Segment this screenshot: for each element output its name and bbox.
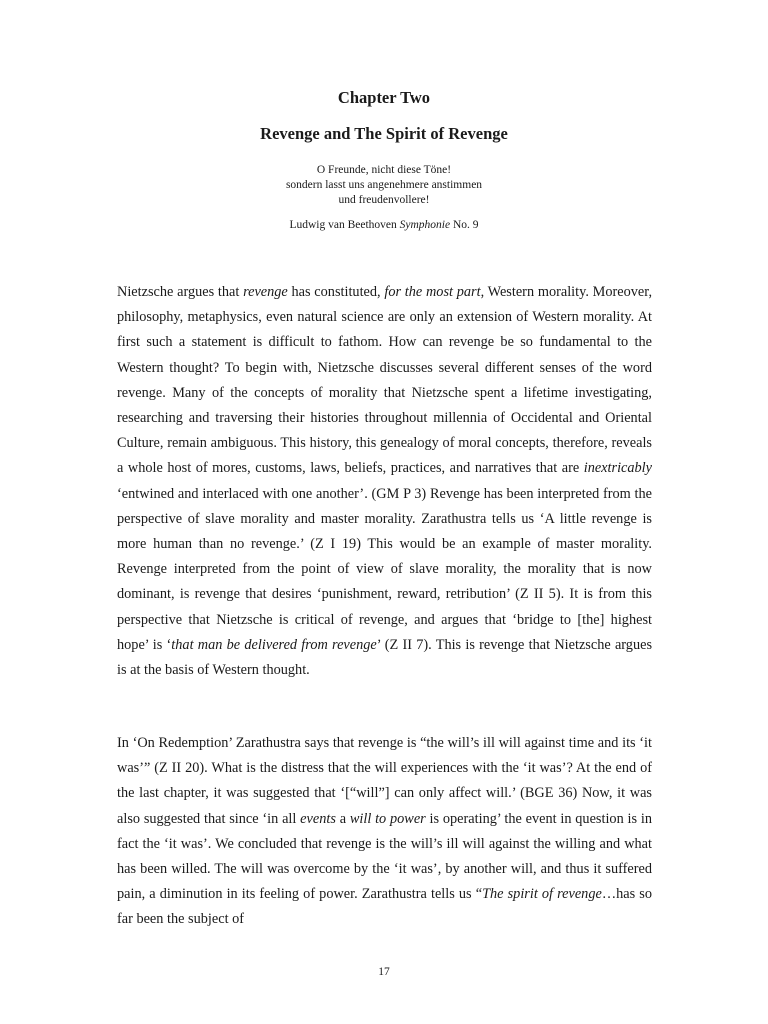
italic-run: for the most part bbox=[384, 284, 481, 300]
text-run: Nietzsche argues that bbox=[117, 284, 244, 300]
attribution-number: No. 9 bbox=[450, 219, 479, 231]
epigraph-attribution bbox=[0, 219, 768, 231]
italic-run: revenge bbox=[243, 284, 288, 300]
italic-run: The spirit of revenge bbox=[482, 886, 602, 903]
epigraph-line: sondern lasst uns angenehmere anstimmen bbox=[285, 179, 483, 191]
text-run: In ‘On Redemption’ Zarathustra says that revenge is “the will’s ill will against time and its ‘it was’” (Z II 20). What is the distress that the will experiences with the ‘it was’? At the end of the last chapter, it was suggested that ‘[“will”] can only affect will.’ (BGE 36) Now, it was also suggested that since ‘in all bbox=[117, 735, 652, 827]
italic-run: events bbox=[300, 810, 336, 827]
text-run: ‘entwined and interlaced with one another’. (GM P 3) Revenge has been interpreted from the perspective of slave morality and master morality. Zarathustra tells us ‘A little revenge is more human than no revenge.’ (Z I 19) This would be an example of master morality. Revenge interpreted from the point of view of slave morality, the morality that is now dominant, is revenge that desires ‘punishment, reward, retribution’ (Z II 5). It is from this perspective that Nietzsche is critical of revenge, and argues that ‘bridge to [the] highest hope’ is ‘ bbox=[117, 485, 652, 653]
text-run: …has so far been the subject of bbox=[117, 886, 652, 928]
text-run: has constituted, bbox=[287, 284, 385, 300]
body-paragraph-1 bbox=[117, 280, 652, 683]
chapter-number: Chapter Two bbox=[337, 88, 431, 107]
text-run: is operating’ the event in question is in fact the ‘it was’. We concluded that revenge is the will’s ill will against the willing and what has been willed. The will was overcome by the ‘it was’, by another will, and thus it suffered pain, a diminution in its feeling of power. Zarathustra tells us “ bbox=[117, 810, 652, 903]
attribution-author: Ludwig van Beethoven bbox=[289, 219, 400, 231]
epigraph-line: und freudenvollere! bbox=[338, 194, 430, 206]
italic-run: that man be delivered from revenge bbox=[171, 636, 377, 653]
chapter-title: Revenge and The Spirit of Revenge bbox=[260, 124, 508, 143]
attribution-work: Symphonie bbox=[399, 219, 451, 231]
page-number: 17 bbox=[378, 966, 390, 978]
text-run: a bbox=[335, 810, 350, 827]
text-run: ’ (Z II 7). This is revenge that Nietzsche argues is at the basis of Western thought. bbox=[117, 636, 653, 679]
italic-run: will to power bbox=[349, 810, 426, 827]
epigraph-line: O Freunde, nicht diese Töne! bbox=[316, 164, 452, 176]
epigraph bbox=[0, 163, 768, 208]
text-run: , Western morality. Moreover, philosophy, metaphysics, even natural science are only an extension of Western morality. At first such a statement is difficult to fathom. How can revenge be so fundamental to the Western thought? To begin with, Nietzsche discusses several different senses of the word revenge. Many of the concepts of morality that Nietzsche spent a lifetime investigating, researching and traversing their histories throughout millennia of Occidental and Oriental Culture, remain ambiguous. This history, this genealogy of moral concepts, therefore, reveals a whole host of mores, customs, laws, beliefs, practices, and narratives that are bbox=[117, 284, 653, 477]
italic-run: inextricably bbox=[583, 460, 652, 477]
body-paragraph-2 bbox=[117, 731, 652, 933]
